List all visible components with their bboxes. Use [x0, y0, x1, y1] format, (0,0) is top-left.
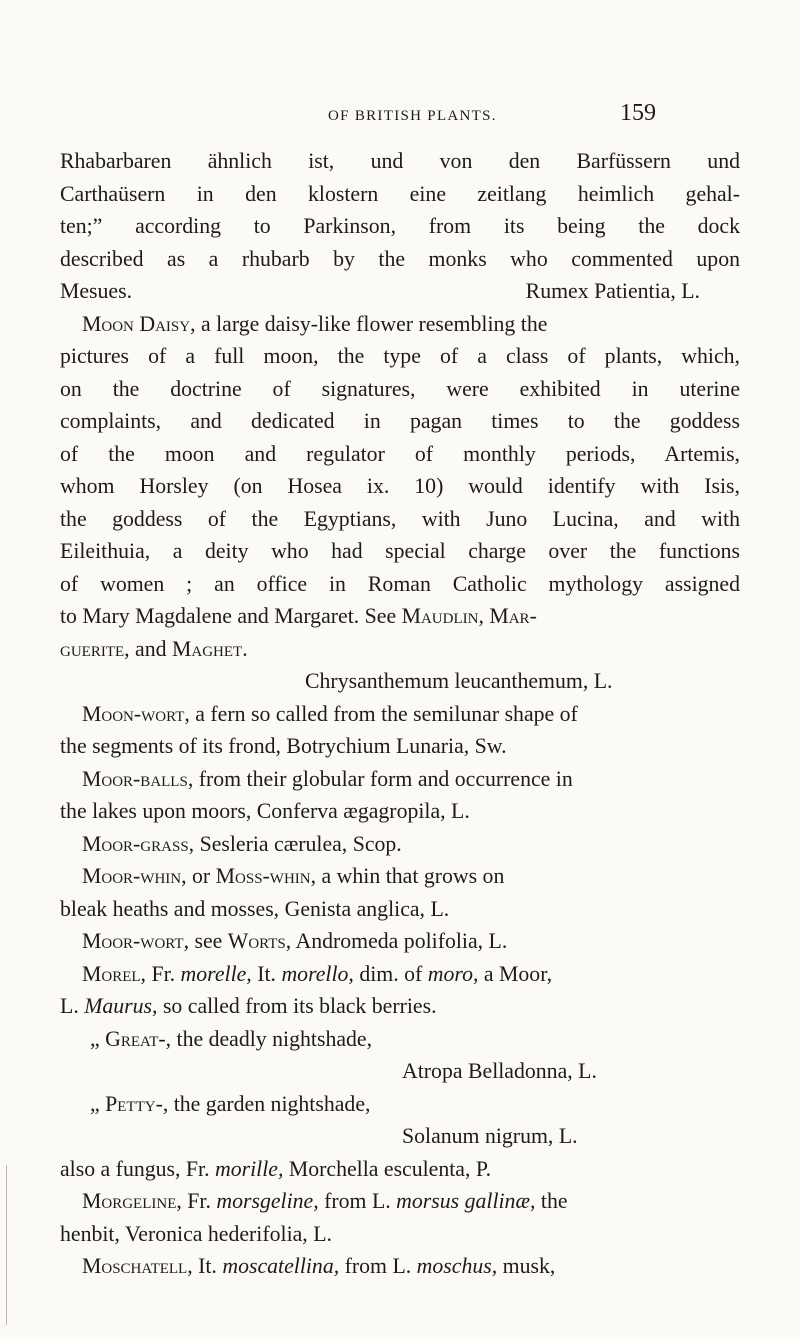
etymon: morille, [215, 1156, 284, 1181]
entry-moschatell [60, 1250, 740, 1283]
text-line [60, 633, 740, 666]
text-line: Rhabarbaren ähnlich ist, und von den Barfüssern und [60, 149, 740, 173]
sub-entry-great-morel [60, 1023, 740, 1056]
running-head: OF BRITISH PLANTS. [328, 108, 497, 124]
text-line: whom Horsley (on Hosea ix. 10) would identify with Isis, [60, 474, 740, 498]
botanical-name: Chrysanthemum leucanthemum, L. [305, 669, 613, 693]
etymon: moscatellina, [222, 1254, 340, 1278]
etymon: morsus gallinæ, [396, 1189, 536, 1213]
text-fragment: a whin that grows on [316, 864, 505, 888]
text-fragment: Morchella esculenta, P. [283, 1156, 492, 1181]
entry-headword: Moor-whin, [82, 864, 187, 888]
cross-reference: Worts, [227, 929, 292, 953]
text-line [60, 990, 740, 1023]
text-fragment: dim. of [353, 961, 428, 986]
entry-headword: Moss-whin, [215, 864, 317, 888]
text-fragment: from their globular form and occurrence in [193, 766, 573, 791]
etymon: Maurus, [84, 994, 158, 1018]
entry-moor-balls [60, 763, 740, 796]
text-fragment: Fr. [146, 961, 181, 986]
text-line: Carthaüsern in den klostern eine zeitlang heimlich gehal- [60, 181, 740, 206]
entry-headword: Morgeline, [82, 1189, 182, 1213]
etymon: morello, [281, 961, 354, 986]
cross-reference: Maudlin, Mar- [401, 604, 537, 628]
text-line [60, 275, 740, 308]
entry-morgeline [60, 1185, 740, 1218]
entry-moor-whin [60, 860, 740, 893]
text-fragment: and [129, 636, 172, 661]
text-line: henbit, Veronica hederifolia, L. [60, 1221, 332, 1246]
entry-headword: Morel, [82, 961, 146, 986]
text-line: Eileithuia, a deity who had special charge over the functions [60, 539, 740, 563]
text-line: the segments of its frond, Botrychium Lunaria, Sw. [60, 734, 507, 758]
entry-headword: Petty-, [105, 1091, 169, 1116]
text-fragment: so called from its black berries. [157, 994, 437, 1018]
text-fragment: to Mary Magdalene and Margaret. See [60, 604, 402, 628]
etymon: moro, [427, 961, 479, 986]
botanical-name: Atropa Belladonna, L. [402, 1059, 597, 1083]
etymon: moschus, [416, 1254, 498, 1278]
text-fragment: see [189, 929, 228, 953]
text-fragment: Sesleria cærulea, Scop. [194, 831, 402, 856]
gutter-line [6, 1165, 7, 1325]
text-fragment: from L. [339, 1254, 417, 1278]
text-fragment: L. [60, 994, 85, 1018]
entry-headword: Moor-wort, [82, 929, 190, 953]
entry-moor-grass [60, 828, 740, 861]
entry-moor-wort [60, 925, 740, 958]
text-fragment: It. [251, 961, 282, 986]
text-fragment: or [186, 864, 216, 888]
text-fragment: a large daisy-like flower resembling the [195, 311, 548, 336]
text-fragment: musk, [497, 1254, 556, 1278]
text-line: of the moon and regulator of monthly periods, Artemis, [60, 441, 740, 466]
text-line: pictures of a full moon, the type of a class of plants, which, [60, 344, 740, 368]
etymon: morelle, [180, 961, 252, 986]
entry-morel [60, 958, 740, 991]
cross-reference: Maghet. [171, 636, 248, 661]
botanical-name: Rumex Patientia, L. [525, 279, 700, 303]
entry-headword: Moor-grass, [82, 831, 195, 856]
etymon: morsgeline, [216, 1189, 319, 1213]
text-fragment: Andromeda polifolia, L. [291, 929, 508, 953]
text-line: bleak heaths and mosses, Genista anglica, L. [60, 896, 450, 921]
text-fragment: Mesues. [60, 279, 133, 303]
ditto-mark: „ [90, 1026, 106, 1051]
text-fragment: a fern so called from the semilunar shape of [189, 701, 578, 726]
glossary-text [60, 145, 740, 1283]
sub-entry-petty-morel [60, 1088, 740, 1121]
text-fragment: also a fungus, Fr. [60, 1156, 215, 1181]
page-number: 159 [620, 100, 656, 126]
cross-reference: guerite, [60, 636, 130, 661]
entry-headword: Moon Daisy, [82, 311, 196, 336]
text-fragment: It. [192, 1254, 223, 1278]
text-line [60, 600, 740, 633]
entry-moon-daisy [60, 308, 740, 341]
text-line: described as a rhubarb by the monks who commented upon [60, 246, 740, 271]
text-fragment: a Moor, [478, 961, 553, 986]
text-line: of women ; an office in Roman Catholic mythology assigned [60, 571, 740, 596]
text-line: the goddess of the Egyptians, with Juno Lucina, and with [60, 506, 740, 531]
text-line: ten;” according to Parkinson, from its being the dock [60, 214, 740, 238]
page-header [0, 88, 800, 128]
text-fragment: Fr. [181, 1189, 217, 1213]
text-line [60, 1153, 740, 1186]
botanical-name: Solanum nigrum, L. [402, 1124, 578, 1148]
text-line: complaints, and dedicated in pagan times to the goddess [60, 409, 740, 433]
entry-headword: Great-, [105, 1026, 172, 1051]
entry-moon-wort [60, 698, 740, 731]
entry-headword: Moon-wort, [82, 701, 190, 726]
ditto-mark: „ [90, 1091, 106, 1116]
entry-headword: Moschatell, [82, 1254, 193, 1278]
entry-headword: Moor-balls, [82, 766, 194, 791]
text-fragment: from L. [318, 1189, 397, 1213]
text-fragment: the garden nightshade, [168, 1091, 371, 1116]
text-fragment: the [535, 1189, 568, 1213]
text-line: on the doctrine of signatures, were exhibited in uterine [60, 376, 740, 401]
text-fragment: the deadly nightshade, [171, 1026, 373, 1051]
text-line: the lakes upon moors, Conferva ægagropila, L. [60, 799, 470, 823]
